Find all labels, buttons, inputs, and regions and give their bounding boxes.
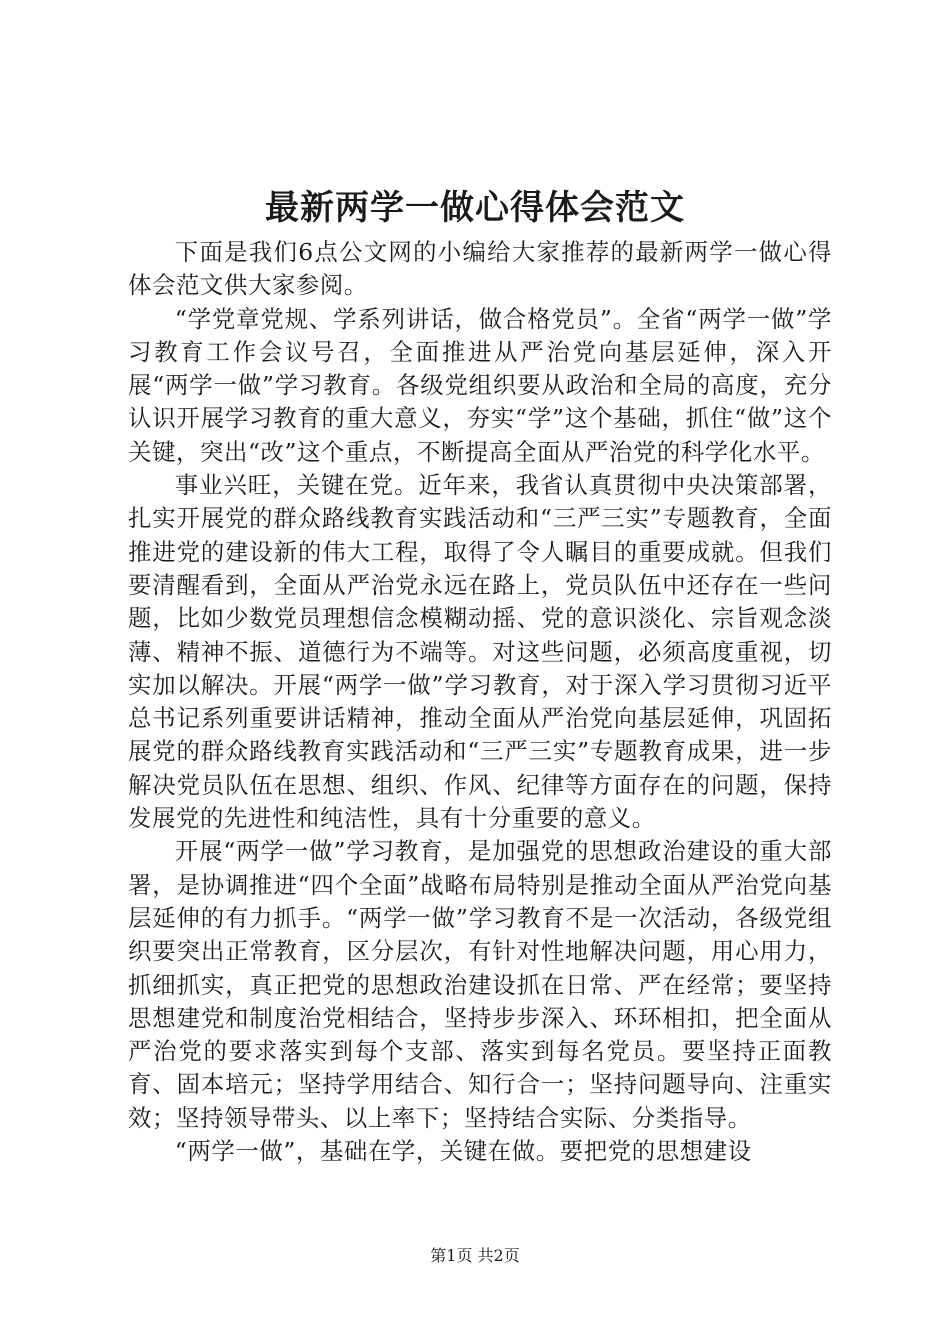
paragraph-deployment: 开展“两学一做”学习教育，是加强党的思想政治建设的重大部署，是协调推进“四个全面”战略布局特别是推动全面从严治党向基层延伸的有力抓手。“两学一做”学习教育不是一次活动，各级党组织要突出正常教育，区分层次，有针对性地解决问题，用心用力，抓细抓实，真正把党的思想政治建设抓在日常、严在经常；要坚持思想建党和制度治党相结合，坚持步步深入、环环相扣，把全面从严治党的要求落实到每个支部、落实到每名党员。要坚持正面教育、固本培元；坚持学用结合、知行合一；坚持问题导向、注重实效；坚持领导带头、以上率下；坚持结合实际、分类指导。 <box>128 837 832 1132</box>
paragraph-intro: 下面是我们6点公文网的小编给大家推荐的最新两学一做心得体会范文供大家参阅。 <box>128 238 832 300</box>
paragraph-slogan: “学党章党规、学系列讲话，做合格党员”。全省“两学一做”学习教育工作会议号召，全面推进从严治党向基层延伸，深入开展“两学一做”学习教育。各级党组织要从政治和全局的高度，充分认识开展学习教育的重大意义，夯实“学”这个基础，抓住“做”这个关键，突出“改”这个重点，不断提高全面从严治党的科学化水平。 <box>128 304 832 466</box>
document-title: 最新两学一做心得体会范文 <box>265 188 685 228</box>
document-body <box>128 236 832 1168</box>
page-number-footer: 第1页 共2页 <box>430 1246 520 1265</box>
paragraph-foundation: “两学一做”，基础在学，关键在做。要把党的思想建设 <box>174 1137 752 1166</box>
paragraph-significance: 事业兴旺，关键在党。近年来，我省认真贯彻中央决策部署，扎实开展党的群众路线教育实践活动和“三严三实”专题教育，全面推进党的建设新的伟大工程，取得了令人瞩目的重要成就。但我们要清醒看到，全面从严治党永远在路上，党员队伍中还存在一些问题，比如少数党员理想信念模糊动摇、党的意识淡化、宗旨观念淡薄、精神不振、道德行为不端等。对这些问题，必须高度重视，切实加以解决。开展“两学一做”学习教育，对于深入学习贯彻习近平总书记系列重要讲话精神，推动全面从严治党向基层延伸，巩固拓展党的群众路线教育实践活动和“三严三实”专题教育成果，进一步解决党员队伍在思想、组织、作风、纪律等方面存在的问题，保持发展党的先进性和纯洁性，具有十分重要的意义。 <box>128 471 832 833</box>
